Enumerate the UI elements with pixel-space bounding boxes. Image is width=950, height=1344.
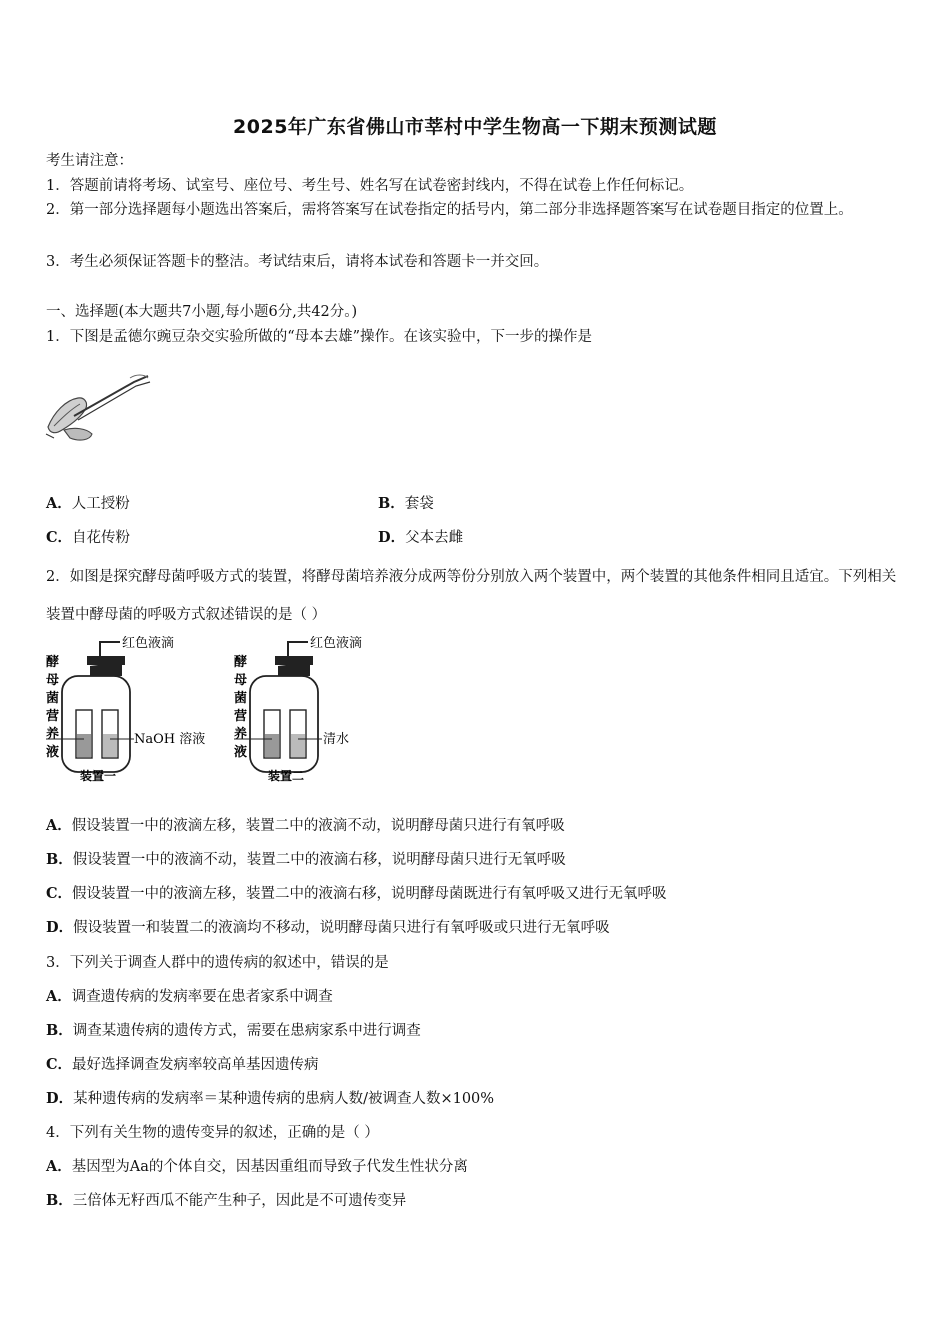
side-char: 酵 bbox=[234, 655, 248, 670]
option-text: 套袋 bbox=[404, 496, 434, 512]
option-text: 某种遗传病的发病率＝某种遗传病的患病人数/被调查人数×100% bbox=[73, 1091, 495, 1107]
drop-label: 红色液滴 bbox=[122, 636, 175, 651]
side-char: 养 bbox=[234, 727, 248, 742]
option-text: 假设装置一中的液滴不动，装置二中的液滴右移，说明酵母菌只进行无氧呼吸 bbox=[72, 852, 566, 868]
option-text: 最好选择调查发病率较高单基因遗传病 bbox=[72, 1057, 319, 1073]
q3-option-a bbox=[46, 987, 333, 1007]
option-label: D． bbox=[46, 919, 74, 936]
side-char: 营 bbox=[46, 709, 60, 724]
side-char: 母 bbox=[46, 673, 60, 688]
side-char: 液 bbox=[46, 745, 60, 760]
side-char: 酵 bbox=[46, 655, 60, 670]
option-text: 假设装置一中的液滴左移，装置二中的液滴不动，说明酵母菌只进行有氧呼吸 bbox=[71, 818, 565, 834]
q4-option-b bbox=[46, 1191, 406, 1211]
side-label-1 bbox=[46, 654, 64, 760]
option-text: 自花传粉 bbox=[72, 530, 131, 546]
option-label: B． bbox=[46, 1022, 73, 1039]
option-d bbox=[378, 528, 463, 548]
notice-item: 3．考生必须保证答题卡的整洁。考试结束后，请将本试卷和答题卡一并交回。 bbox=[46, 254, 549, 270]
q3-option-b bbox=[46, 1021, 421, 1041]
device-two-label: 装置二 bbox=[268, 769, 305, 783]
emasculation-figure bbox=[44, 372, 154, 447]
notice-item: 2．第一部分选择题每小题选出答案后，需将答案写在试卷指定的括号内，第二部分非选择题答案写在试卷题目指定的位置上。 bbox=[46, 202, 853, 218]
side-char: 养 bbox=[46, 727, 60, 742]
option-label: A． bbox=[46, 817, 72, 834]
device-one bbox=[46, 636, 205, 783]
drop-label: 红色液滴 bbox=[310, 636, 363, 651]
side-char: 母 bbox=[234, 673, 248, 688]
device-two bbox=[234, 636, 362, 783]
option-label: D． bbox=[378, 529, 406, 546]
option-text: 调查遗传病的发病率要在患者家系中调查 bbox=[71, 989, 333, 1005]
question-2-stem: 2．如图是探究酵母菌呼吸方式的装置，将酵母菌培养液分成两等份分别放入两个装置中，两个装置的其他条件相同且适宜。下列相关装置中酵母菌的呼吸方式叙述错误的是（ ） bbox=[46, 569, 897, 623]
section-heading: 一、选择题(本大题共7小题,每小题6分,共42分。) bbox=[46, 304, 358, 320]
option-label: C． bbox=[46, 529, 73, 546]
option-label: C． bbox=[46, 885, 73, 902]
option-text: 人工授粉 bbox=[71, 496, 130, 512]
side-char: 菌 bbox=[234, 691, 248, 706]
option-text: 假设装置一中的液滴左移，装置二中的液滴右移，说明酵母菌既进行有氧呼吸又进行无氧呼吸 bbox=[72, 886, 667, 902]
option-c bbox=[46, 528, 130, 548]
side-char: 菌 bbox=[46, 691, 60, 706]
option-label: C． bbox=[46, 1056, 73, 1073]
option-label: A． bbox=[46, 495, 72, 512]
q3-option-c bbox=[46, 1055, 319, 1075]
q3-option-d bbox=[46, 1089, 494, 1109]
option-text: 三倍体无籽西瓜不能产生种子，因此是不可遗传变异 bbox=[72, 1193, 407, 1209]
page-title: 2025年广东省佛山市莘村中学生物高一下期末预测试题 bbox=[233, 116, 717, 138]
naoh-label: NaOH 溶液 bbox=[134, 732, 206, 747]
option-a bbox=[46, 494, 130, 514]
option-text: 假设装置一和装置二的液滴均不移动，说明酵母菌只进行有氧呼吸或只进行无氧呼吸 bbox=[73, 920, 610, 936]
option-label: D． bbox=[46, 1090, 74, 1107]
side-char: 营 bbox=[234, 709, 248, 724]
q2-option-c bbox=[46, 884, 667, 904]
question-4-stem: 4．下列有关生物的遗传变异的叙述，正确的是（ ） bbox=[46, 1125, 379, 1141]
option-label: B． bbox=[378, 495, 405, 512]
notice-item: 1．答题前请将考场、试室号、座位号、考生号、姓名写在试卷密封线内，不得在试卷上作任何标记。 bbox=[46, 178, 694, 194]
option-label: B． bbox=[46, 1192, 73, 1209]
q2-option-b bbox=[46, 850, 566, 870]
q4-option-a bbox=[46, 1157, 468, 1177]
yeast-apparatus-figure bbox=[42, 636, 382, 786]
option-text: 调查某遗传病的遗传方式，需要在患病家系中进行调查 bbox=[72, 1023, 421, 1039]
side-label-2 bbox=[234, 654, 252, 760]
side-char: 液 bbox=[234, 745, 248, 760]
option-label: B． bbox=[46, 851, 73, 868]
notice-heading: 考生请注意： bbox=[46, 153, 133, 169]
q2-option-a bbox=[46, 816, 565, 836]
question-1-stem: 1．下图是孟德尔豌豆杂交实验所做的“母本去雄”操作。在该实验中，下一步的操作是 bbox=[46, 329, 593, 345]
water-label: 清水 bbox=[323, 732, 350, 747]
option-text: 父本去雌 bbox=[405, 530, 464, 546]
option-label: A． bbox=[46, 1158, 72, 1175]
q2-option-d bbox=[46, 918, 610, 938]
option-label: A． bbox=[46, 988, 72, 1005]
option-text: 基因型为Aa的个体自交，因基因重组而导致子代发生性状分离 bbox=[71, 1159, 468, 1175]
question-3-stem: 3．下列关于调查人群中的遗传病的叙述中，错误的是 bbox=[46, 955, 389, 971]
device-one-label: 装置一 bbox=[80, 769, 117, 783]
option-b bbox=[378, 494, 434, 514]
